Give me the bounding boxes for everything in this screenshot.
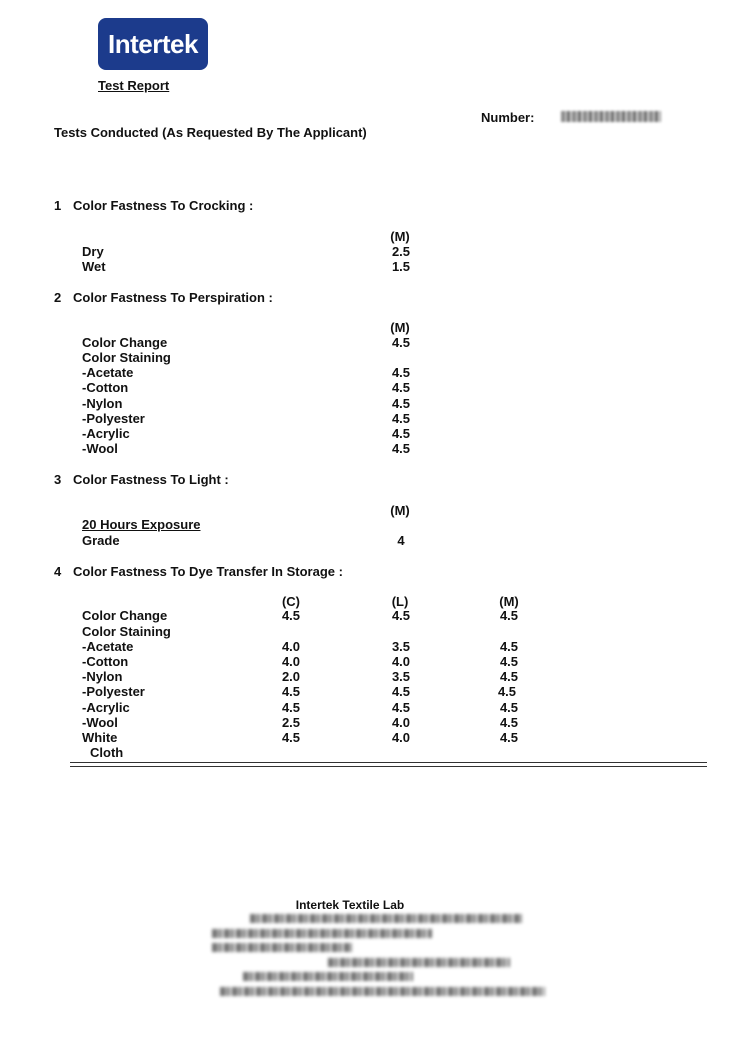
- row-value-l: 4.5: [391, 608, 411, 623]
- row-value-c: 4.5: [281, 684, 301, 699]
- row-value-c: 4.5: [281, 730, 301, 745]
- report-title: Test Report: [98, 78, 170, 93]
- redacted-address-line: [328, 958, 510, 967]
- divider-rule: [70, 766, 707, 767]
- exposure-label: 20 Hours Exposure: [82, 517, 201, 532]
- row-value-c: 4.0: [281, 654, 301, 669]
- section-number: 2: [54, 290, 62, 305]
- section-number: 3: [54, 472, 62, 487]
- row-label: -Nylon: [82, 669, 123, 684]
- column-header-c: (C): [281, 594, 301, 609]
- row-value-c: 4.0: [281, 639, 301, 654]
- row-value-m: 4.5: [499, 700, 519, 715]
- column-header-m: (M): [390, 229, 410, 244]
- row-label: -Polyester: [82, 411, 145, 426]
- row-value-m: 4.5: [499, 730, 519, 745]
- row-label: Color Staining: [82, 624, 171, 639]
- row-value: 4.5: [391, 365, 411, 380]
- row-label: Color Change: [82, 608, 168, 623]
- row-value: 4.5: [391, 411, 411, 426]
- row-value: 2.5: [391, 244, 411, 259]
- column-header-m: (M): [499, 594, 519, 609]
- redacted-address-line: [243, 972, 413, 981]
- intertek-logo: Intertek: [98, 18, 208, 70]
- grade-label: Grade: [82, 533, 120, 548]
- row-label: Dry: [82, 244, 104, 259]
- row-value: 4.5: [391, 441, 411, 456]
- row-label: White: [82, 730, 118, 745]
- redacted-address-line: [212, 943, 352, 952]
- redacted-address-line: [212, 929, 432, 938]
- row-value-c: 4.5: [281, 700, 301, 715]
- row-value-l: 4.5: [391, 700, 411, 715]
- column-header-m: (M): [390, 503, 410, 518]
- row-value-l: 4.0: [391, 730, 411, 745]
- row-value: 4.5: [391, 335, 411, 350]
- section-title: Color Fastness To Perspiration :: [73, 290, 273, 305]
- row-value-m: 4.5: [499, 608, 519, 623]
- report-number-label: Number:: [481, 110, 535, 125]
- row-label: Wet: [82, 259, 106, 274]
- row-value-m: 4.5: [497, 684, 517, 699]
- row-label: Color Staining: [82, 350, 171, 365]
- section-number: 1: [54, 198, 62, 213]
- redacted-address-line: [250, 914, 522, 923]
- row-label: -Acrylic: [82, 426, 130, 441]
- row-label: -Nylon: [82, 396, 123, 411]
- row-value-l: 3.5: [391, 669, 411, 684]
- row-value-c: 2.5: [281, 715, 301, 730]
- row-value-m: 4.5: [499, 654, 519, 669]
- row-value-l: 3.5: [391, 639, 411, 654]
- section-title: Color Fastness To Light :: [73, 472, 229, 487]
- row-label: Color Change: [82, 335, 168, 350]
- row-label: -Acetate: [82, 365, 134, 380]
- row-value: 1.5: [391, 259, 411, 274]
- tests-conducted-heading: Tests Conducted (As Requested By The Applicant): [54, 125, 367, 140]
- row-label: -Acetate: [82, 639, 134, 654]
- row-value: 4.5: [391, 380, 411, 395]
- row-label: -Cotton: [82, 654, 129, 669]
- row-value-m: 4.5: [499, 715, 519, 730]
- section-title: Color Fastness To Crocking :: [73, 198, 254, 213]
- row-label: -Wool: [82, 715, 118, 730]
- row-label: -Wool: [82, 441, 118, 456]
- redacted-address-line: [220, 987, 545, 996]
- row-label-continuation: Cloth: [90, 745, 124, 760]
- row-value-m: 4.5: [499, 639, 519, 654]
- row-value-l: 4.0: [391, 654, 411, 669]
- lab-name: Intertek Textile Lab: [295, 898, 405, 912]
- row-value-c: 4.5: [281, 608, 301, 623]
- row-value-c: 2.0: [281, 669, 301, 684]
- row-value: 4.5: [391, 426, 411, 441]
- column-header-m: (M): [390, 320, 410, 335]
- row-value-m: 4.5: [499, 669, 519, 684]
- column-header-l: (L): [391, 594, 409, 609]
- grade-value: 4: [397, 533, 405, 548]
- row-label: -Acrylic: [82, 700, 130, 715]
- section-title: Color Fastness To Dye Transfer In Storage :: [73, 564, 343, 579]
- section-number: 4: [54, 564, 62, 579]
- row-value-l: 4.0: [391, 715, 411, 730]
- row-label: -Cotton: [82, 380, 129, 395]
- divider-rule: [70, 762, 707, 763]
- row-label: -Polyester: [82, 684, 145, 699]
- row-value: 4.5: [391, 396, 411, 411]
- report-number-redacted: [561, 111, 661, 122]
- row-value-l: 4.5: [391, 684, 411, 699]
